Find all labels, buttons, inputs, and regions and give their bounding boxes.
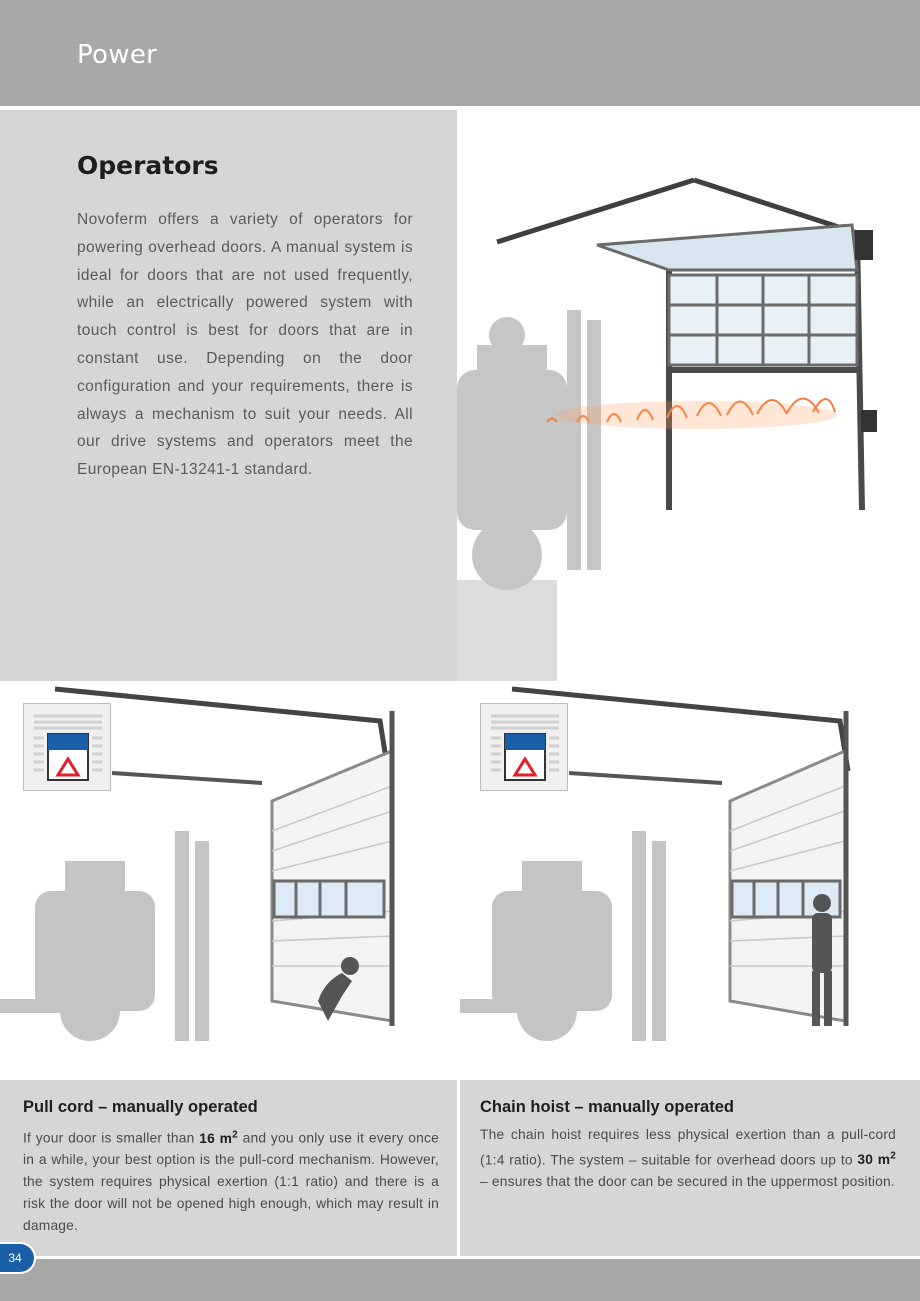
intro-body: Novoferm offers a variety of operators for powering overhead doors. A manual system is ideal for doors that are not used frequently, while an electrically powered system with touch control is best for doors that are in constant use. Depending on the door configuration and your requirements, there is always a mechanism to suit your needs. All our drive systems and operators meet the European EN-13241-1 standard. [77, 211, 413, 479]
chain-hoist-caption [460, 1080, 920, 1256]
section-title: Power [77, 40, 158, 70]
door-warning-icon [24, 704, 112, 792]
pull-cord-door-icon [23, 703, 111, 791]
page-number: 34 [0, 1242, 36, 1274]
hero-illustration [457, 110, 920, 681]
pull-cord-description: If your door is smaller than 16 $m^2$ and you only use it every once in a while, your best option is the pull-cord mechanism. However, the system requires physical exertion (1:1 ratio) and there is a risk the door will not be opened high enough, which may result in damage. [23, 1129, 439, 1233]
chain-hoist-description: The chain hoist requires less physical exertion than a pull-cord (1:4 ratio). The system – suitable for overhead doors up to 30 $m^2$ – ensures that the door can be secured in the uppermost position. [480, 1127, 896, 1190]
pull-cord-caption [0, 1080, 457, 1256]
door-warning-icon [481, 704, 569, 792]
intro-heading: Operators [77, 151, 219, 180]
footer-bar [0, 1259, 920, 1301]
chain-hoist-title: Chain hoist – manually operated [480, 1098, 734, 1116]
pull-cord-title: Pull cord – manually operated [23, 1098, 258, 1116]
sectional-door-illustration [457, 110, 920, 681]
chain-hoist-door-icon [480, 703, 568, 791]
